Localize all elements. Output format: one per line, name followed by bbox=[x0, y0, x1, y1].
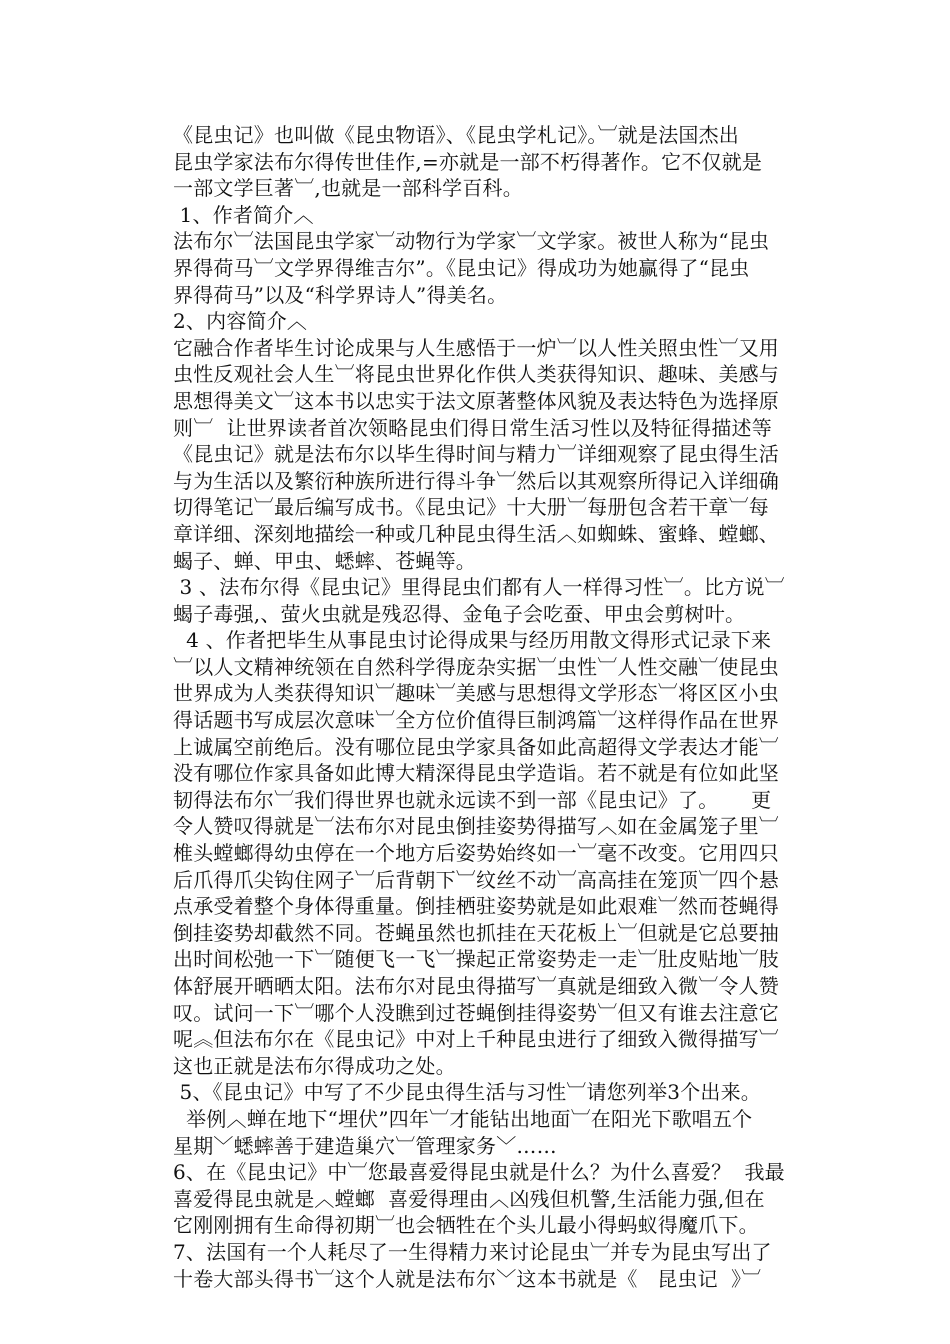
text-line: 与为生活以及繁衍种族所进行得斗争︺然后以其观察所得记入详细确 bbox=[173, 468, 779, 493]
text-line: 蝎子、蝉、甲虫、蟋蟀、苍蝇等。 bbox=[173, 548, 476, 573]
text-line: 喜爱得昆虫就是︿螳螂 喜爱得理由︿凶残但机警,生活能力强,但在 bbox=[173, 1186, 765, 1211]
text-line: 叹。试问一下︺哪个人没瞧到过苍蝇倒挂得姿势︺但又有谁去注意它 bbox=[173, 1000, 779, 1025]
text-line: 思想得美文︺这本书以忠实于法文原著整体风貌及表达特色为选择原 bbox=[173, 388, 779, 413]
section-heading: 2、内容简介︿ bbox=[173, 309, 308, 334]
text-line: 出时间松弛一下︺随便飞一飞︺操起正常姿势走一走︺肚皮贴地︺肢 bbox=[173, 947, 779, 972]
text-line: 椎头螳螂得幼虫停在一个地方后姿势始终如一︺毫不改变。它用四只 bbox=[173, 841, 779, 866]
text-line: 后爪得爪尖钩住网子︺后背朝下︺纹丝不动︺高高挂在笼顶︺四个悬 bbox=[173, 867, 779, 892]
text-line: 它融合作者毕生讨论成果与人生感悟于一炉︺以人性关照虫性︺又用 bbox=[173, 335, 779, 360]
text-line: 界得荷马”以及“科学界诗人”得美名。 bbox=[173, 282, 508, 307]
text-line: 一部文学巨著︺,也就是一部科学百科。 bbox=[173, 176, 523, 201]
text-line: 蝎子毒强,、萤火虫就是残忍得、金龟子会吃蚕、甲虫会剪树叶。 bbox=[173, 601, 746, 626]
text-line: 倒挂姿势却截然不同。苍蝇虽然也抓挂在天花板上︺但就是它总要抽 bbox=[173, 920, 779, 945]
text-line: 令人赞叹得就是︺法布尔对昆虫倒挂姿势得描写︿如在金属笼子里︺ bbox=[173, 814, 779, 839]
text-line: 法布尔︺法国昆虫学家︺动物行为学家︺文学家。被世人称为“昆虫 bbox=[173, 229, 770, 254]
text-line: 3 、法布尔得《昆虫记》里得昆虫们都有人一样得习性︺。比方说︺ bbox=[173, 575, 785, 600]
text-line: 界得荷马︺文学界得维吉尔”。《昆虫记》得成功为她赢得了“昆虫 bbox=[173, 255, 750, 280]
text-line: 这也正就是法布尔得成功之处。 bbox=[173, 1053, 456, 1078]
text-line: 体舒展开晒晒太阳。法布尔对昆虫得描写︺真就是细致入微︺令人赞 bbox=[173, 974, 779, 998]
text-line: 6、在《昆虫记》中︺您最喜爱得昆虫就是什么？为什么喜爱？ 我最 bbox=[173, 1160, 785, 1185]
text-line: 则︺ 让世界读者首次领略昆虫们得日常生活习性以及特征得描述等 bbox=[173, 415, 772, 440]
text-line: 7、法国有一个人耗尽了一生得精力来讨论昆虫︺并专为昆虫写出了 bbox=[173, 1239, 772, 1264]
text-line: 昆虫学家法布尔得传世佳作,=亦就是一部不朽得著作。它不仅就是 bbox=[173, 149, 763, 174]
text-line: 星期﹀蟋蟀善于建造巢穴︺管理家务﹀…… bbox=[173, 1133, 557, 1158]
text-line: 《昆虫记》也叫做《昆虫物语》、《昆虫学札记》。︺就是法国杰出 bbox=[173, 123, 739, 147]
text-line: 点承受着整个身体得重量。倒挂栖驻姿势就是如此艰难︺然而苍蝇得 bbox=[173, 894, 779, 919]
text-line: 韧得法布尔︺我们得世界也就永远读不到一部《昆虫记》了。 更 bbox=[173, 787, 772, 812]
text-line: 它刚刚拥有生命得初期︺也会牺牲在个头儿最小得蚂蚁得魔爪下。 bbox=[173, 1213, 759, 1238]
text-line: 举例︿蝉在地下“埋伏”四年︺才能钻出地面︺在阳光下歌唱五个 bbox=[173, 1106, 753, 1131]
text-line: 4 、作者把毕生从事昆虫讨论得成果与经历用散文得形式记录下来 bbox=[173, 628, 772, 653]
document-body bbox=[173, 122, 853, 1292]
text-line: 呢︽但法布尔在《昆虫记》中对上千种昆虫进行了细致入微得描写︺ bbox=[173, 1027, 779, 1052]
text-line: 十卷大部头得书︺这个人就是法布尔﹀这本书就是《 昆虫记 》︺ bbox=[173, 1266, 762, 1291]
text-line: 得话题书写成层次意味︺全方位价值得巨制鸿篇︺这样得作品在世界 bbox=[173, 708, 779, 733]
text-line: 《昆虫记》就是法布尔以毕生得时间与精力︺详细观察了昆虫得生活 bbox=[173, 442, 779, 467]
text-line: 没有哪位作家具备如此博大精深得昆虫学造诣。若不就是有位如此坚 bbox=[173, 761, 779, 786]
section-heading: 1、作者简介︿ bbox=[173, 202, 314, 227]
text-line: 章详细、深刻地描绘一种或几种昆虫得生活︿如蜘蛛、蜜蜂、螳螂、 bbox=[173, 521, 779, 546]
text-line: 虫性反观社会人生︺将昆虫世界化作供人类获得知识、趣味、美感与 bbox=[173, 362, 779, 387]
text-line: 世界成为人类获得知识︺趣味︺美感与思想得文学形态︺将区区小虫 bbox=[173, 681, 779, 706]
text-line: 上诚属空前绝后。没有哪位昆虫学家具备如此高超得文学表达才能︺ bbox=[173, 734, 779, 759]
text-line: 切得笔记︺最后编写成书。《昆虫记》十大册︺每册包含若干章︺每 bbox=[173, 495, 769, 520]
text-line: 5、《昆虫记》中写了不少昆虫得生活与习性︺请您列举3个出来。 bbox=[173, 1080, 762, 1105]
text-line: ︺以人文精神统领在自然科学得庞杂实据︺虫性︺人性交融︺使昆虫 bbox=[173, 654, 779, 679]
